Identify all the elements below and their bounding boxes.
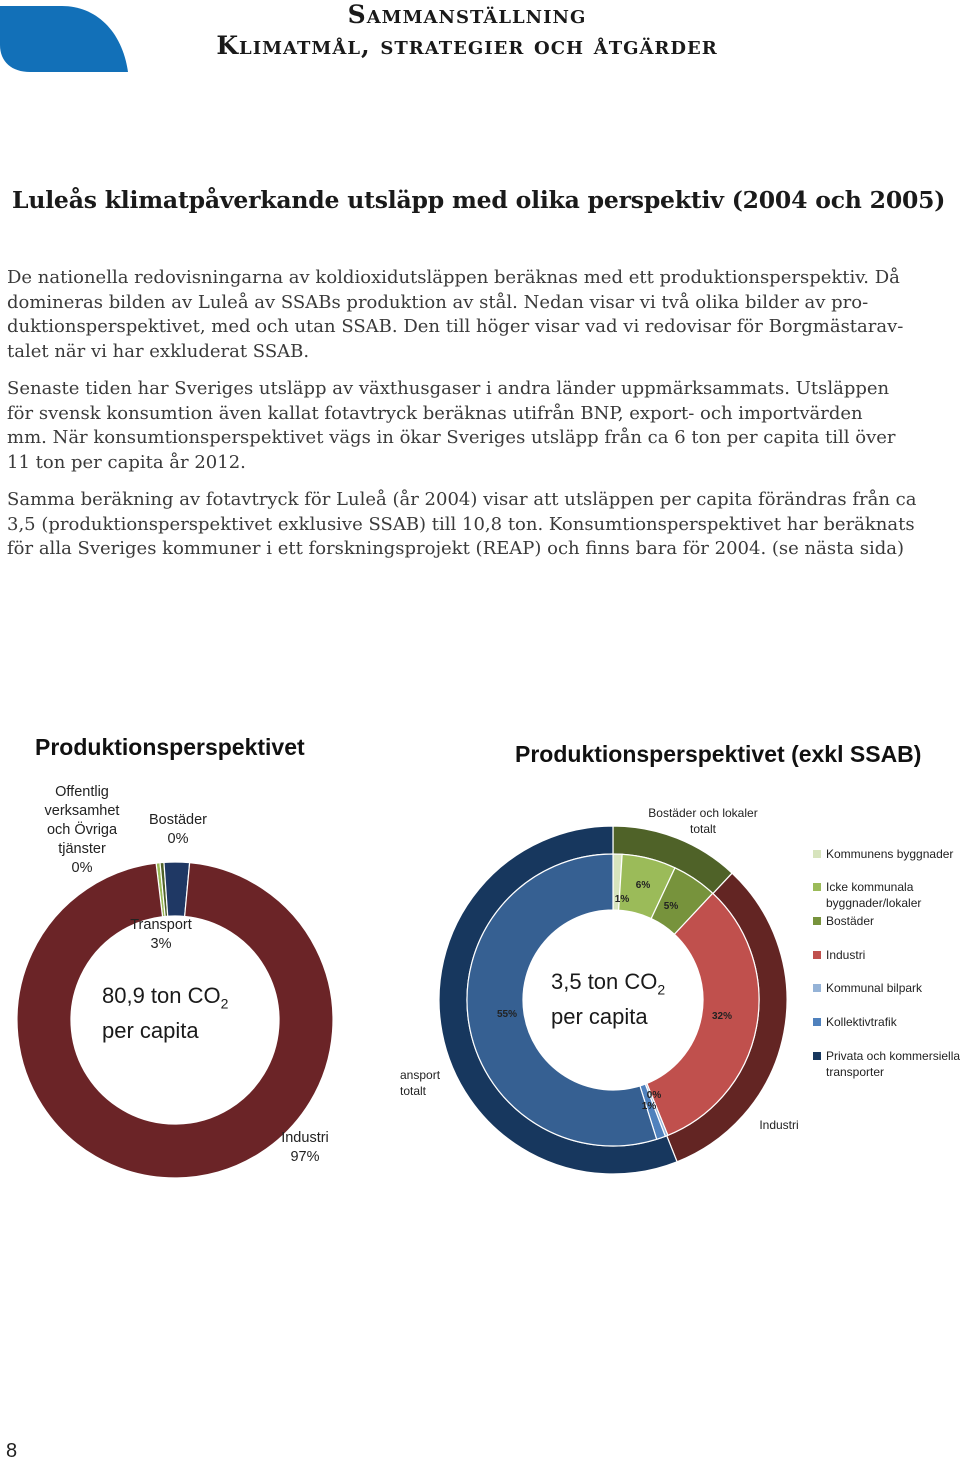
pct-industri: 32% bbox=[711, 1011, 732, 1022]
paragraph-line: Senaste tiden har Sveriges utsläpp av växthusgaser i andra länder uppmärksammats. Utsläppen bbox=[7, 378, 890, 399]
pct-bostader: 5% bbox=[663, 901, 679, 912]
center-label-value: 80,9 ton CO bbox=[102, 983, 221, 1008]
label-line: ansport bbox=[400, 1068, 441, 1082]
paragraph-line: för alla Sveriges kommuner i ett forskningsprojekt (REAP) och finns bara för 2004. (se nästa sida) bbox=[7, 538, 905, 560]
label-line: 0% bbox=[71, 860, 93, 876]
chart-1-center-label bbox=[102, 982, 228, 1045]
center-label-unit: per capita bbox=[102, 1018, 199, 1044]
chart-1-label-transport bbox=[124, 916, 198, 954]
chart-1-label-offentlig bbox=[36, 783, 128, 878]
legend-swatch bbox=[813, 1018, 821, 1026]
label-line: 97% bbox=[290, 1149, 320, 1165]
legend-swatch bbox=[813, 917, 821, 925]
center-label-subscript: 2 bbox=[220, 995, 229, 1012]
chart-1-title: Produktionsperspektivet bbox=[35, 734, 305, 760]
paragraph-line: De nationella redovisningarna av koldioxidutsläppen beräknas med ett produktionsperspektiv. Då bbox=[7, 267, 900, 288]
page-number: 8 bbox=[6, 1440, 18, 1462]
legend-label bbox=[826, 879, 960, 911]
paragraph-line: för svensk konsumtion även kallat fotavtryck beräknas utifrån BNP, export- och importvärden bbox=[7, 402, 863, 424]
legend-label bbox=[826, 1048, 960, 1080]
legend-label: Kommunal bilpark bbox=[826, 981, 923, 995]
label-line: totalt bbox=[400, 1084, 427, 1098]
header-line-2: Klimatmål, strategier och åtgärder bbox=[216, 31, 718, 60]
paragraph-line: Samma beräkning av fotavtryck för Luleå (år 2004) visar att utsläppen per capita förändras från ca bbox=[7, 489, 917, 510]
legend-swatch bbox=[813, 984, 821, 992]
chart-2-title: Produktionsperspektivet (exkl SSAB) bbox=[515, 741, 922, 767]
chart-1-label-industri bbox=[272, 1129, 338, 1167]
label-line: Transport bbox=[130, 917, 192, 933]
paragraph-line: talet när vi har exkluderat SSAB. bbox=[7, 340, 310, 362]
chart-2-label-industri: Industri bbox=[759, 1118, 799, 1132]
legend-label: Kollektivtrafik bbox=[826, 1015, 897, 1029]
pct-kommunal-bilpark: 0% bbox=[646, 1090, 662, 1101]
pct-kollektivtrafik: 1% bbox=[641, 1101, 657, 1112]
center-label-unit: per capita bbox=[551, 1004, 648, 1030]
label-line: Offentlig bbox=[55, 784, 109, 800]
label-line: 3% bbox=[150, 936, 172, 952]
legend-label: Industri bbox=[826, 948, 866, 962]
label-line: tjänster bbox=[58, 841, 106, 857]
label-line: Bostäder bbox=[148, 812, 208, 828]
label-line: och Övriga bbox=[46, 822, 118, 838]
legend-swatch bbox=[813, 850, 821, 858]
legend-label: Bostäder bbox=[826, 914, 875, 928]
legend-swatch bbox=[813, 1052, 821, 1060]
chart-2-center-label bbox=[551, 968, 665, 1031]
header-line-1: Sammanställning bbox=[347, 0, 587, 29]
paragraph-line: 11 ton per capita år 2012. bbox=[7, 451, 246, 473]
label-line: verksamhet bbox=[44, 803, 120, 819]
legend-label-line: Privata och kommersiella bbox=[826, 1049, 960, 1063]
legend-swatch bbox=[813, 883, 821, 891]
page-title: Luleås klimatpåverkande utsläpp med olika perspektiv (2004 och 2005) bbox=[12, 186, 946, 214]
paragraph-line: duktionsperspektivet, med och utan SSAB. Den till höger visar vad vi redovisar för Borgmästarav- bbox=[7, 316, 904, 338]
center-label-subscript: 2 bbox=[657, 981, 666, 998]
paragraph-line: domineras bilden av Luleå av SSABs produktion av stål. Nedan visar vi två olika bilder av pro- bbox=[7, 291, 869, 313]
legend-label-line: byggnader/lokaler bbox=[826, 896, 922, 910]
legend-label-line: transporter bbox=[826, 1065, 885, 1079]
pct-privata-transporter: 55% bbox=[496, 1009, 517, 1020]
center-label-value: 3,5 ton CO bbox=[551, 969, 658, 994]
label-line: totalt bbox=[689, 822, 716, 836]
legend-swatch bbox=[813, 951, 821, 959]
label-line: Industri bbox=[281, 1130, 329, 1146]
legend-label: Kommunens byggnader bbox=[826, 847, 954, 861]
chart-1-label-bostader bbox=[143, 811, 213, 849]
chart-2-label-bostader-lokaler bbox=[640, 805, 766, 837]
paragraph-line: mm. När konsumtionsperspektivet vägs in ökar Sveriges utsläpp från ca 6 ton per capita till över bbox=[7, 427, 896, 449]
legend-label-line: Icke kommunala bbox=[826, 880, 914, 894]
pct-icke-kommunala: 6% bbox=[635, 880, 651, 891]
label-line: Bostäder och lokaler bbox=[648, 806, 758, 820]
chart-2-label-transport bbox=[400, 1067, 448, 1099]
pct-kommunens: 1% bbox=[614, 894, 630, 905]
paragraph-line: 3,5 (produktionsperspektivet exklusive SSAB) till 10,8 ton. Konsumtionsperspektivet har beräknats bbox=[7, 513, 915, 535]
label-line: 0% bbox=[167, 831, 189, 847]
